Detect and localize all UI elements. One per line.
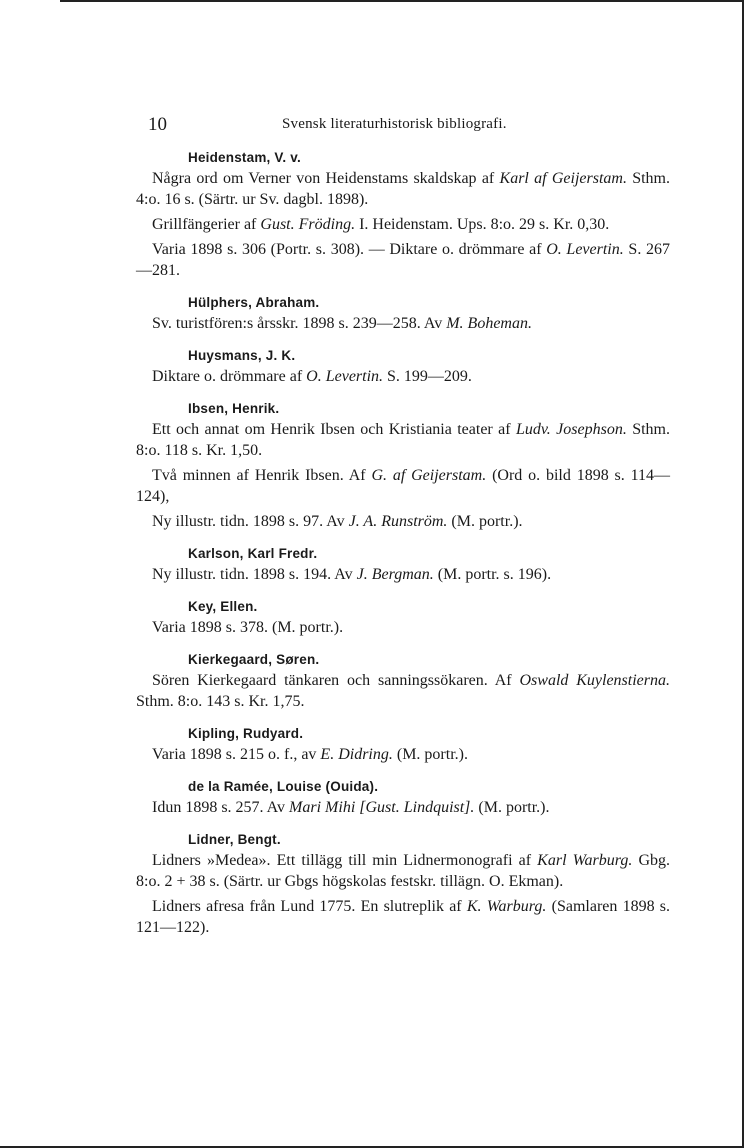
entry-citation: Varia 1898 s. 378. (M. portr.). (152, 619, 344, 636)
bibliography-entry (136, 348, 670, 387)
bibliography-entry (136, 779, 670, 818)
entry-citation: Lidners afresa från Lund 1775. En slutreplik af K. Warburg. (Samlaren 1898 s. 121—122). (136, 898, 670, 936)
bibliography-content (136, 150, 670, 952)
bibliography-entry (136, 546, 670, 585)
entry-heading: Heidenstam, V. v. (188, 150, 301, 165)
entry-citation: Några ord om Verner von Heidenstams skaldskap af Karl af Geijerstam. Sthm. 4:o. 16 s. (Särtr. ur Sv. dagbl. 1898). (136, 170, 670, 208)
running-title: Svensk literaturhistorisk bibliografi. (282, 116, 507, 132)
entry-heading: Huysmans, J. K. (188, 348, 296, 363)
bibliography-entry (136, 150, 670, 281)
page-header (136, 114, 670, 138)
entry-heading: Ibsen, Henrik. (188, 401, 280, 416)
entry-heading: Hülphers, Abraham. (188, 295, 320, 310)
entry-heading: Karlson, Karl Fredr. (188, 546, 318, 561)
entry-heading: Key, Ellen. (188, 599, 258, 614)
entry-citation: Ny illustr. tidn. 1898 s. 194. Av J. Bergman. (M. portr. s. 196). (152, 566, 552, 583)
page-number: 10 (148, 114, 167, 135)
entry-citation: Varia 1898 s. 215 o. f., av E. Didring. (M. portr.). (152, 746, 468, 763)
entry-citation: Diktare o. drömmare af O. Levertin. S. 199—209. (152, 368, 472, 385)
entry-heading: Kipling, Rudyard. (188, 726, 304, 741)
entry-citation: Idun 1898 s. 257. Av Mari Mihi [Gust. Lindquist]. (M. portr.). (152, 799, 550, 816)
entry-heading: de la Ramée, Louise (Ouida). (188, 779, 379, 794)
entry-heading: Kierkegaard, Søren. (188, 652, 320, 667)
bibliography-entry (136, 726, 670, 765)
entry-heading: Lidner, Bengt. (188, 832, 281, 847)
entry-citation: Grillfängerier af Gust. Fröding. I. Heidenstam. Ups. 8:o. 29 s. Kr. 0,30. (152, 216, 610, 233)
bibliography-entry (136, 652, 670, 712)
bibliography-entry (136, 599, 670, 638)
entry-citation: Ny illustr. tidn. 1898 s. 97. Av J. A. Runström. (M. portr.). (152, 513, 523, 530)
entry-citation: Sören Kierkegaard tänkaren och sanningssökaren. Af Oswald Kuylenstierna. Sthm. 8:o. 143 s. Kr. 1,75. (136, 672, 671, 710)
entry-citation: Lidners »Medea». Ett tillägg till min Lidnermonografi af Karl Warburg. Gbg. 8:o. 2 + 38 s. (Särtr. ur Gbgs högskolas festskr. tillägn. O. Ekman). (136, 852, 670, 890)
entry-citation: Ett och annat om Henrik Ibsen och Kristiania teater af Ludv. Josephson. Sthm. 8:o. 118 s. Kr. 1,50. (136, 421, 671, 459)
scan-edge-top (60, 0, 744, 2)
bibliography-entry (136, 401, 670, 532)
entry-citation: Sv. turistfören:s årsskr. 1898 s. 239—258. Av M. Boheman. (152, 315, 532, 332)
bibliography-entry (136, 295, 670, 334)
entry-citation: Två minnen af Henrik Ibsen. Af G. af Geijerstam. (Ord o. bild 1898 s. 114—124), (136, 467, 671, 505)
entry-citation: Varia 1898 s. 306 (Portr. s. 308). — Diktare o. drömmare af O. Levertin. S. 267—281. (136, 241, 670, 279)
bibliography-entry (136, 832, 670, 938)
